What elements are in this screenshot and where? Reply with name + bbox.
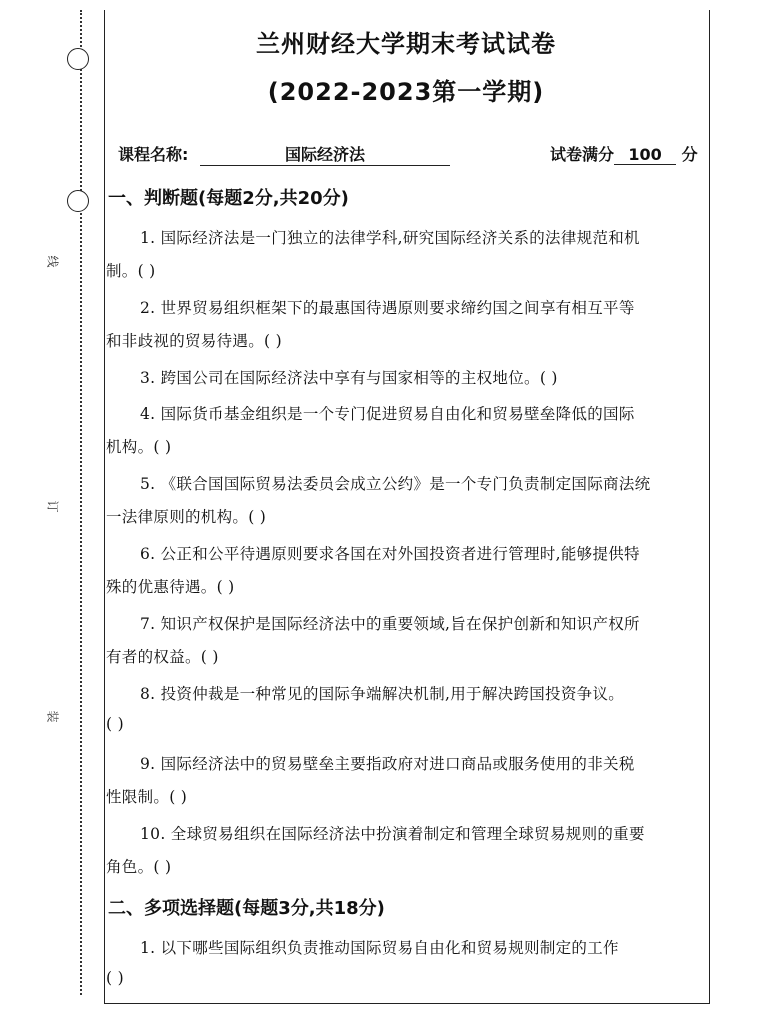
course-name: 国际经济法 <box>200 142 450 166</box>
q2-line1: 2. 世界贸易组织框架下的最惠国待遇原则要求缔约国之间享有相互平等 <box>140 299 635 317</box>
s2-q1-line2: ( ) <box>106 969 124 987</box>
course-label: 课程名称: <box>118 145 189 164</box>
q5-line1: 5. 《联合国国际贸易法委员会成立公约》是一个专门负责制定国际商法统 <box>140 475 651 493</box>
margin-char-xian: 线 <box>45 255 60 268</box>
q9-line1: 9. 国际经济法中的贸易壁垒主要指政府对进口商品或服务使用的非关税 <box>140 755 635 773</box>
q2-line2: 和非歧视的贸易待遇。( ) <box>106 332 282 350</box>
binding-dotted-line <box>80 10 82 995</box>
margin-char-zhuang: 装 <box>45 710 60 723</box>
margin-char-ding: 订 <box>45 500 60 513</box>
q7-line2: 有者的权益。( ) <box>106 648 219 666</box>
q8-line2: ( ) <box>106 715 124 733</box>
score-info <box>550 142 698 165</box>
exam-title: 兰州财经大学期末考试试卷 <box>256 30 556 58</box>
q4-line1: 4. 国际货币基金组织是一个专门促进贸易自由化和贸易壁垒降低的国际 <box>140 405 635 423</box>
score-label: 试卷满分 <box>550 145 615 164</box>
score-unit: 分 <box>681 145 698 164</box>
course-info <box>118 142 450 166</box>
section2-heading: 二、多项选择题(每题3分,共18分) <box>108 898 385 919</box>
q1-line2: 制。( ) <box>106 262 156 280</box>
q6-line2: 殊的优惠待遇。( ) <box>106 578 235 596</box>
q6-line1: 6. 公正和公平待遇原则要求各国在对外国投资者进行管理时,能够提供特 <box>140 545 640 563</box>
q9-line2: 性限制。( ) <box>106 788 188 806</box>
exam-term: (2022-2023第一学期) <box>267 78 545 106</box>
q7-line1: 7. 知识产权保护是国际经济法中的重要领域,旨在保护创新和知识产权所 <box>140 615 640 633</box>
q3-line1: 3. 跨国公司在国际经济法中享有与国家相等的主权地位。( ) <box>140 369 558 387</box>
q10-line1: 10. 全球贸易组织在国际经济法中扮演着制定和管理全球贸易规则的重要 <box>140 825 645 843</box>
s2-q1-line1: 1. 以下哪些国际组织负责推动国际贸易自由化和贸易规则制定的工作 <box>140 939 619 957</box>
q10-line2: 角色。( ) <box>106 858 172 876</box>
q4-line2: 机构。( ) <box>106 438 172 456</box>
binding-hole-top <box>67 48 89 70</box>
q1-line1: 1. 国际经济法是一门独立的法律学科,研究国际经济关系的法律规范和机 <box>140 229 640 247</box>
binding-hole-bottom <box>67 190 89 212</box>
score-value: 100 <box>614 145 676 165</box>
q5-line2: 一法律原则的机构。( ) <box>106 508 267 526</box>
section1-heading: 一、判断题(每题2分,共20分) <box>108 188 349 209</box>
q8-line1: 8. 投资仲裁是一种常见的国际争端解决机制,用于解决跨国投资争议。 <box>140 685 625 703</box>
